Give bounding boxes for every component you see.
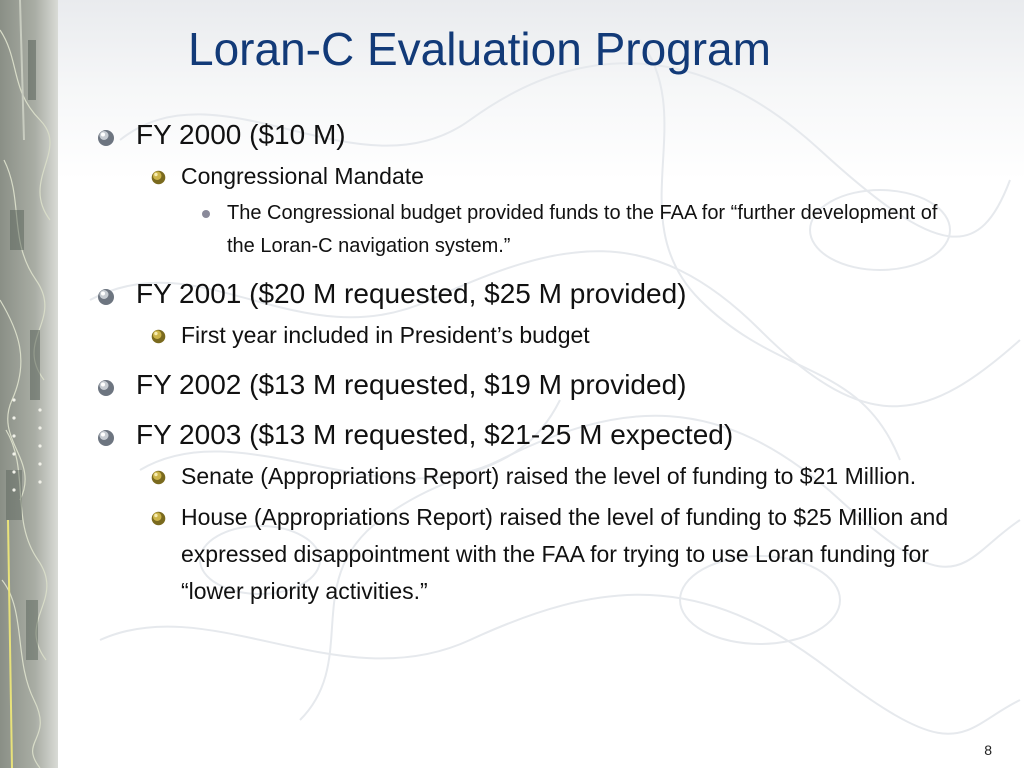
side-map-strip bbox=[0, 0, 58, 768]
bullet-fy2000 bbox=[96, 116, 956, 154]
sub-sub-bullet-budget-funds bbox=[96, 197, 956, 263]
sub-bullet-text: First year included in President’s budget bbox=[181, 322, 590, 348]
bullet-fy2002 bbox=[96, 366, 956, 404]
bullet-fy2001 bbox=[96, 275, 956, 313]
sub-bullet-text: Senate (Appropriations Report) raised the level of funding to $21 Million. bbox=[181, 463, 917, 489]
gold-sphere-bullet-icon bbox=[150, 510, 167, 527]
shaded-sphere-bullet-icon bbox=[96, 287, 116, 307]
dot-bullet-icon bbox=[202, 210, 210, 218]
sub-bullet-congressional-mandate bbox=[96, 158, 956, 195]
sub-bullet-text: Congressional Mandate bbox=[181, 163, 424, 189]
bullet-text: FY 2000 ($10 M) bbox=[136, 119, 346, 150]
sub-sub-bullet-text: The Congressional budget provided funds to the FAA for “further development of the Loran-C navigation system.” bbox=[227, 202, 938, 257]
bullet-fy2003 bbox=[96, 416, 956, 454]
shaded-sphere-bullet-icon bbox=[96, 378, 116, 398]
page-number: 8 bbox=[984, 742, 992, 758]
shaded-sphere-bullet-icon bbox=[96, 128, 116, 148]
bullet-text: FY 2002 ($13 M requested, $19 M provided) bbox=[136, 369, 687, 400]
sub-bullet-presidents-budget bbox=[96, 317, 956, 354]
gold-sphere-bullet-icon bbox=[150, 469, 167, 486]
sub-bullet-senate-report bbox=[96, 458, 956, 495]
bullet-list bbox=[96, 116, 956, 610]
gold-sphere-bullet-icon bbox=[150, 169, 167, 186]
slide-title: Loran-C Evaluation Program bbox=[188, 23, 771, 75]
bullet-text: FY 2001 ($20 M requested, $25 M provided) bbox=[136, 278, 687, 309]
sub-bullet-text: House (Appropriations Report) raised the level of funding to $25 Million and expressed disappointment with the FAA for trying to use Loran funding for “lower priority activities.” bbox=[181, 504, 949, 604]
sub-bullet-house-report bbox=[96, 499, 956, 610]
bullet-text: FY 2003 ($13 M requested, $21-25 M expected) bbox=[136, 419, 734, 450]
shaded-sphere-bullet-icon bbox=[96, 428, 116, 448]
gold-sphere-bullet-icon bbox=[150, 328, 167, 345]
